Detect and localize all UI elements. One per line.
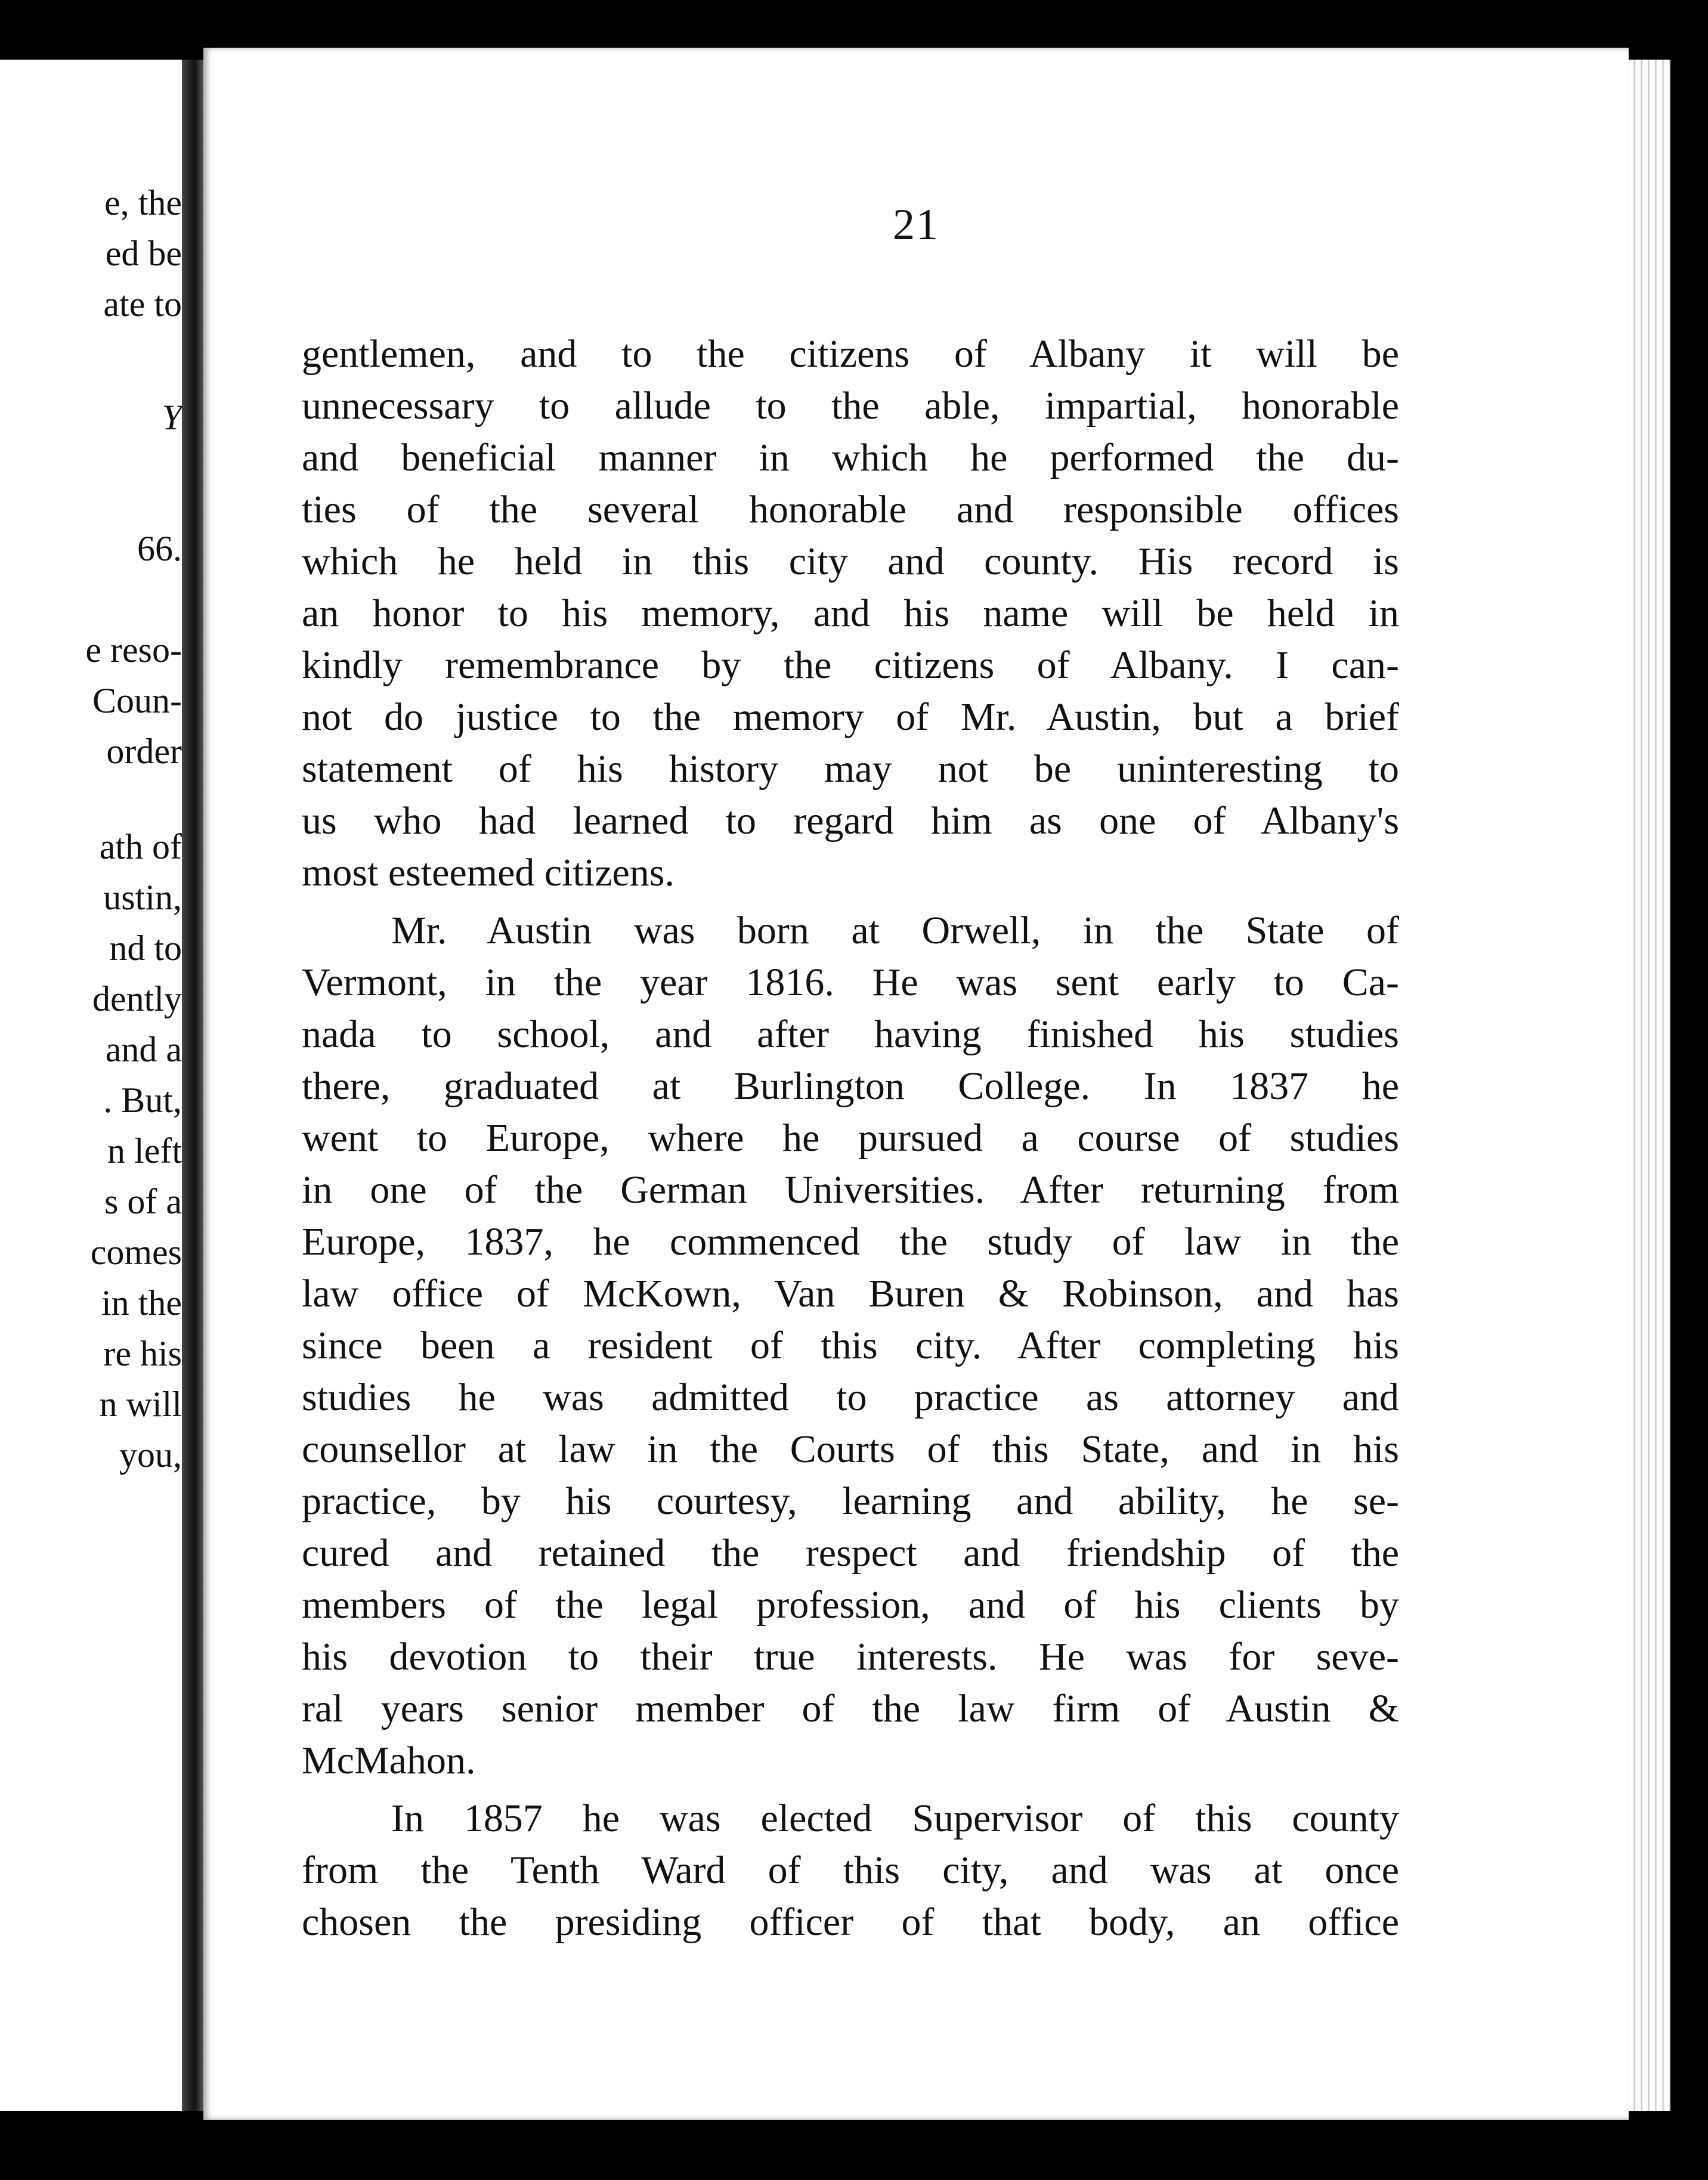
text-line: an honor to his memory, and his name will be held in xyxy=(302,592,1399,635)
body-text xyxy=(302,328,1399,1948)
paragraph-gap xyxy=(302,1786,1399,1792)
text-line: nada to school, and after having finished his studies xyxy=(302,1012,1399,1056)
text-line: ral years senior member of the law firm of Austin & xyxy=(302,1687,1399,1730)
text-line: members of the legal profession, and of his clients by xyxy=(302,1583,1399,1627)
previous-page-fragment: ate to xyxy=(103,284,182,324)
previous-page-fragment: Y xyxy=(162,398,182,437)
text-line: ties of the several honorable and responsible offices xyxy=(302,488,1399,531)
text-line: practice, by his courtesy, learning and ability, he se- xyxy=(302,1479,1399,1523)
text-line: us who had learned to regard him as one of Albany's xyxy=(302,799,1399,843)
text-line: since been a resident of this city. After completing his xyxy=(302,1324,1399,1367)
text-line: statement of his history may not be uninteresting to xyxy=(302,747,1399,791)
previous-page-fragment: ed be xyxy=(105,234,182,273)
text-line: law office of McKown, Van Buren & Robinson, and has xyxy=(302,1272,1399,1315)
text-line: which he held in this city and county. His record is xyxy=(302,540,1399,583)
text-line: McMahon. xyxy=(302,1739,476,1782)
text-line: from the Tenth Ward of this city, and was at once xyxy=(302,1848,1399,1892)
text-line: kindly remembrance by the citizens of Albany. I can- xyxy=(302,643,1399,687)
paragraph xyxy=(302,328,1399,899)
previous-page-fragment: order xyxy=(106,732,182,771)
previous-page-fragment: 66. xyxy=(137,529,182,568)
text-line: not do justice to the memory of Mr. Austin, but a brief xyxy=(302,695,1399,739)
previous-page-fragment: e, the xyxy=(104,183,182,222)
text-line: Europe, 1837, he commenced the study of law in the xyxy=(302,1220,1399,1264)
previous-page-fragment: and a xyxy=(105,1030,182,1069)
previous-page-fragment: you, xyxy=(119,1435,182,1475)
text-line: In 1857 he was elected Supervisor of this county xyxy=(391,1797,1399,1840)
text-line: and beneficial manner in which he performed the du- xyxy=(302,436,1399,479)
paragraph xyxy=(302,1792,1399,1948)
text-line: counsellor at law in the Courts of this State, and in his xyxy=(302,1427,1399,1471)
text-line: Mr. Austin was born at Orwell, in the State of xyxy=(391,909,1399,952)
text-line: Vermont, in the year 1816. He was sent early to Ca- xyxy=(302,961,1399,1004)
previous-page-fragment: s of a xyxy=(104,1182,182,1221)
previous-page-fragment: e reso- xyxy=(85,630,182,670)
main-page xyxy=(203,48,1629,2120)
text-line: gentlemen, and to the citizens of Albany it will be xyxy=(302,332,1399,376)
text-line: cured and retained the respect and friendship of the xyxy=(302,1531,1399,1575)
text-line: his devotion to their true interests. He was for seve- xyxy=(302,1635,1399,1679)
previous-page-fragment: Coun- xyxy=(92,681,182,720)
previous-page xyxy=(0,60,185,2111)
previous-page-fragment: in the xyxy=(101,1283,182,1323)
previous-page-fragment: nd to xyxy=(109,928,182,968)
previous-page-fragment: re his xyxy=(103,1334,182,1373)
previous-page-fragment: dently xyxy=(92,979,182,1018)
text-line: there, graduated at Burlington College. In 1837 he xyxy=(302,1064,1399,1108)
previous-page-fragment: comes xyxy=(90,1233,182,1272)
text-line: in one of the German Universities. After returning from xyxy=(302,1168,1399,1212)
previous-page-fragment: . But, xyxy=(103,1080,182,1120)
page-edges xyxy=(1629,60,1670,2111)
text-line: went to Europe, where he pursued a course of studies xyxy=(302,1116,1399,1160)
book-gutter xyxy=(182,60,203,2111)
text-line: chosen the presiding officer of that body, an office xyxy=(302,1900,1399,1944)
previous-page-fragment: ustin, xyxy=(103,878,182,917)
previous-page-fragment: ath of xyxy=(99,827,182,866)
text-line: unnecessary to allude to the able, impartial, honorable xyxy=(302,384,1399,428)
paragraph-gap xyxy=(302,899,1399,905)
paragraph xyxy=(302,905,1399,1786)
page-number: 21 xyxy=(893,200,939,249)
previous-page-fragment: n left xyxy=(107,1131,182,1170)
previous-page-fragment: n will xyxy=(99,1385,182,1424)
text-line: studies he was admitted to practice as attorney and xyxy=(302,1376,1399,1419)
text-line: most esteemed citizens. xyxy=(302,851,674,894)
